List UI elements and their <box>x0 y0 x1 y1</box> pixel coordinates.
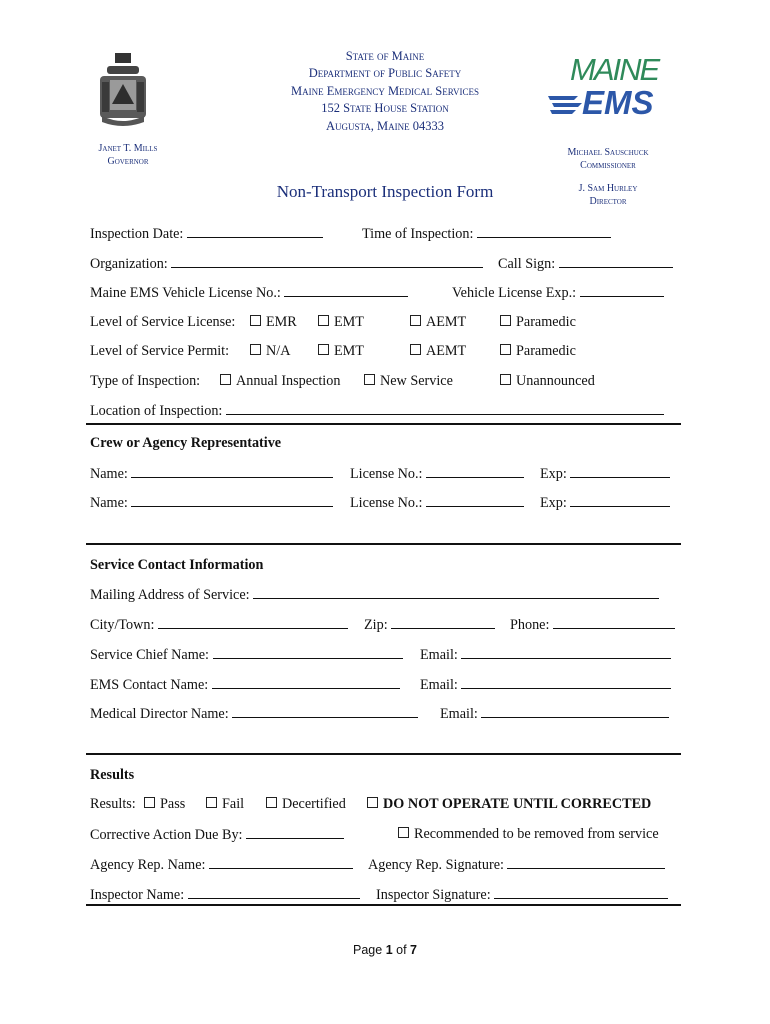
of-word: of <box>396 943 407 957</box>
checkbox-license-paramedic[interactable] <box>500 315 511 326</box>
call-sign-field[interactable] <box>559 255 673 268</box>
director-block <box>548 182 668 208</box>
governor-title: Governor <box>107 156 149 167</box>
row-medical-director <box>90 705 678 725</box>
medical-director-label: Medical Director Name: <box>90 706 229 722</box>
permit-emt-label: EMT <box>334 343 364 359</box>
checkbox-fail[interactable] <box>206 797 217 808</box>
checkbox-permit-paramedic[interactable] <box>500 344 511 355</box>
phone-label: Phone: <box>510 617 550 633</box>
commissioner-title: Commissioner <box>580 160 636 171</box>
checkbox-pass[interactable] <box>144 797 155 808</box>
page-word: Page <box>353 943 383 957</box>
inspector-sig-label: Inspector Signature: <box>376 887 491 903</box>
location-field[interactable] <box>226 402 664 415</box>
inspector-sig-field[interactable] <box>494 886 668 899</box>
section-divider-1 <box>86 423 681 425</box>
vehicle-license-exp-label: Vehicle License Exp.: <box>452 285 577 301</box>
inspector-name-label: Inspector Name: <box>90 887 185 903</box>
maine-ems-logo <box>548 52 673 128</box>
director-title: Director <box>589 196 627 207</box>
header-line-1: State of Maine <box>345 49 425 63</box>
annual-inspection-label: Annual Inspection <box>236 373 341 389</box>
medical-director-field[interactable] <box>232 705 418 718</box>
city-field[interactable] <box>158 616 348 629</box>
governor-block <box>78 142 178 168</box>
agency-rep-name-label: Agency Rep. Name: <box>90 857 206 873</box>
organization-label: Organization: <box>90 256 168 272</box>
checkbox-unannounced[interactable] <box>500 374 511 385</box>
inspection-time-label: Time of Inspection: <box>362 226 474 242</box>
corrective-field[interactable] <box>246 826 344 839</box>
crew-exp-field-2[interactable] <box>570 494 670 507</box>
license-paramedic-label: Paramedic <box>516 314 576 330</box>
inspection-date-label: Inspection Date: <box>90 226 184 242</box>
corrective-label: Corrective Action Due By: <box>90 827 243 843</box>
ems-contact-email-label: Email: <box>420 677 458 693</box>
logo-ems-text: EMS <box>582 84 654 121</box>
pass-label: Pass <box>160 796 186 812</box>
checkbox-license-emt[interactable] <box>318 315 329 326</box>
row-mailing <box>90 586 678 606</box>
header-line-4: 152 State House Station <box>321 101 449 116</box>
commissioner-name: Michael Sauschuck <box>567 147 649 158</box>
agency-rep-sig-label: Agency Rep. Signature: <box>368 857 504 873</box>
checkbox-new-service[interactable] <box>364 374 375 385</box>
page-current: 1 <box>385 943 393 957</box>
state-seal-image <box>98 52 148 126</box>
call-sign-label: Call Sign: <box>498 256 556 272</box>
crew-exp-label: Exp: <box>540 495 567 511</box>
header-line-5: Augusta, Maine 04333 <box>325 118 445 133</box>
contact-heading: Service Contact Information <box>90 557 264 573</box>
crew-name-label: Name: <box>90 466 128 482</box>
form-title: Non-Transport Inspection Form <box>276 182 494 201</box>
row-city <box>90 616 678 636</box>
page-total: 7 <box>410 943 417 957</box>
level-permit-label: Level of Service Permit: <box>90 343 230 359</box>
zip-field[interactable] <box>391 616 495 629</box>
unannounced-label: Unannounced <box>516 373 595 389</box>
medical-director-email-label: Email: <box>440 706 478 722</box>
row-results <box>90 796 678 816</box>
vehicle-license-exp-field[interactable] <box>580 284 664 297</box>
inspection-date-field[interactable] <box>187 225 323 238</box>
checkbox-license-aemt[interactable] <box>410 315 421 326</box>
medical-director-email-field[interactable] <box>481 705 669 718</box>
chief-label: Service Chief Name: <box>90 647 209 663</box>
checkbox-decertified[interactable] <box>266 797 277 808</box>
city-label: City/Town: <box>90 617 155 633</box>
zip-label: Zip: <box>364 617 388 633</box>
row-agency-rep <box>90 856 678 876</box>
recommended-label: Recommended to be removed from service <box>414 826 659 842</box>
crew-license-label: License No.: <box>350 495 423 511</box>
row-inspector <box>90 886 678 906</box>
mailing-field[interactable] <box>253 586 659 599</box>
section-divider-4 <box>86 904 681 906</box>
row-crew-2 <box>90 494 678 514</box>
inspection-time-field[interactable] <box>477 225 611 238</box>
page-number <box>0 943 770 957</box>
checkbox-annual-inspection[interactable] <box>220 374 231 385</box>
crew-exp-field-1[interactable] <box>570 465 670 478</box>
header-line-2: Department of Public Safety <box>308 66 462 81</box>
agency-rep-sig-field[interactable] <box>507 856 665 869</box>
row-ems-contact <box>90 676 678 696</box>
checkbox-permit-na[interactable] <box>250 344 261 355</box>
chief-email-field[interactable] <box>461 646 671 659</box>
level-license-label: Level of Service License: <box>90 314 236 330</box>
commissioner-block <box>548 146 668 172</box>
crew-license-label: License No.: <box>350 466 423 482</box>
do-not-operate-label: DO NOT OPERATE UNTIL CORRECTED <box>383 796 652 812</box>
permit-aemt-label: AEMT <box>426 343 467 359</box>
license-aemt-label: AEMT <box>426 314 467 330</box>
row-level-license <box>90 314 678 334</box>
checkbox-recommended-removal[interactable] <box>398 827 409 838</box>
crew-name-field-2[interactable] <box>131 494 333 507</box>
agency-header <box>230 48 540 135</box>
location-label: Location of Inspection: <box>90 403 223 419</box>
row-inspection-date <box>90 225 678 245</box>
vehicle-license-no-label: Maine EMS Vehicle License No.: <box>90 285 281 301</box>
results-heading: Results <box>90 767 135 783</box>
license-emr-label: EMR <box>266 314 297 330</box>
agency-rep-name-field[interactable] <box>209 856 353 869</box>
chief-email-label: Email: <box>420 647 458 663</box>
vehicle-license-no-field[interactable] <box>284 284 408 297</box>
crew-license-field-2[interactable] <box>426 494 524 507</box>
section-divider-3 <box>86 753 681 755</box>
row-crew-1 <box>90 465 678 485</box>
ems-contact-field[interactable] <box>212 676 400 689</box>
crew-heading: Crew or Agency Representative <box>90 435 282 451</box>
inspector-name-field[interactable] <box>188 886 360 899</box>
ems-contact-email-field[interactable] <box>461 676 671 689</box>
row-chief <box>90 646 678 666</box>
ems-contact-label: EMS Contact Name: <box>90 677 209 693</box>
crew-name-label: Name: <box>90 495 128 511</box>
header-line-3: Maine Emergency Medical Services <box>291 83 479 98</box>
row-location <box>90 402 678 422</box>
crew-name-field-1[interactable] <box>131 465 333 478</box>
results-label: Results: <box>90 796 136 812</box>
row-corrective <box>90 826 678 846</box>
license-emt-label: EMT <box>334 314 364 330</box>
fail-label: Fail <box>222 796 245 812</box>
phone-field[interactable] <box>553 616 675 629</box>
organization-field[interactable] <box>171 255 483 268</box>
row-level-permit <box>90 343 678 363</box>
permit-na-label: N/A <box>266 343 291 359</box>
row-inspection-type <box>90 373 678 393</box>
inspection-type-label: Type of Inspection: <box>90 373 201 389</box>
decertified-label: Decertified <box>282 796 346 812</box>
section-divider-2 <box>86 543 681 545</box>
checkbox-do-not-operate[interactable] <box>367 797 378 808</box>
row-vehicle-license <box>90 284 678 304</box>
crew-license-field-1[interactable] <box>426 465 524 478</box>
permit-paramedic-label: Paramedic <box>516 343 576 359</box>
crew-exp-label: Exp: <box>540 466 567 482</box>
checkbox-permit-aemt[interactable] <box>410 344 421 355</box>
logo-maine-text: MAINE <box>570 52 659 87</box>
checkbox-license-emr[interactable] <box>250 315 261 326</box>
chief-field[interactable] <box>213 646 403 659</box>
new-service-label: New Service <box>380 373 453 389</box>
checkbox-permit-emt[interactable] <box>318 344 329 355</box>
row-organization <box>90 255 678 275</box>
director-name: J. Sam Hurley <box>578 183 638 194</box>
governor-name: Janet T. Mills <box>98 143 158 154</box>
mailing-label: Mailing Address of Service: <box>90 587 250 603</box>
